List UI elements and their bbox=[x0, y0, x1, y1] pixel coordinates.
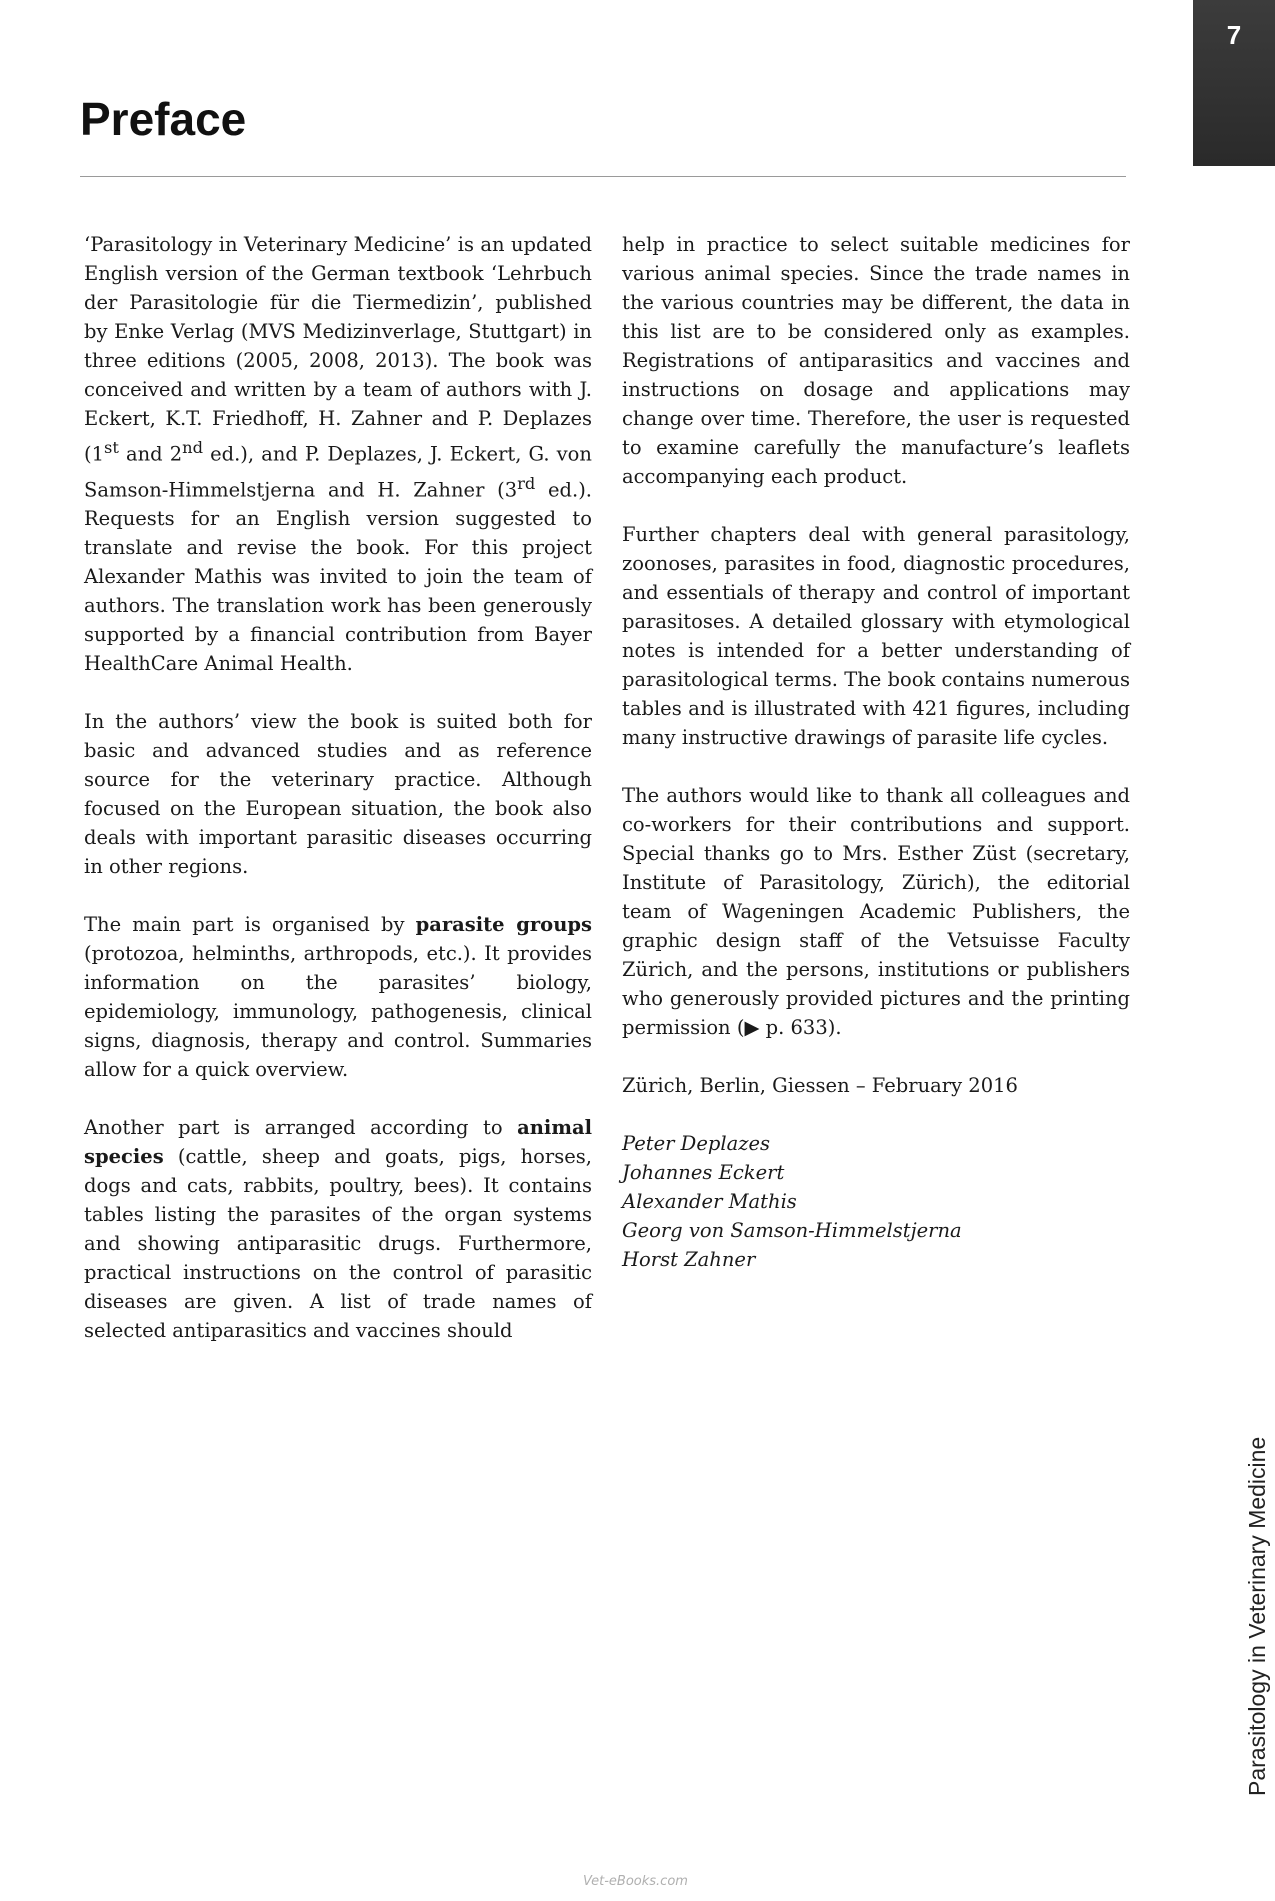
signatory: Johannes Eckert bbox=[622, 1161, 785, 1184]
side-running-title: Parasitology in Veterinary Medicine bbox=[1244, 1436, 1270, 1796]
right-column bbox=[622, 230, 1130, 1274]
signatory: Georg von Samson-Himmelstjerna bbox=[622, 1219, 962, 1242]
page-reference-arrow-icon: ▶ bbox=[744, 1016, 760, 1039]
watermark: Vet-eBooks.com bbox=[583, 1874, 688, 1889]
trade-names-paragraph: help in practice to select suitable medicines for various animal species. Since the trade names in the various countries may be different, the data in this list are to be considered only as examples. Registrations of antiparasitics and vaccines and instructions on dosage and applications may change over time. Therefore, the user is requested to examine carefully the manufacture’s leaflets accompanying each product. bbox=[622, 233, 1130, 488]
signatory: Peter Deplazes bbox=[622, 1132, 771, 1155]
signatory: Alexander Mathis bbox=[622, 1190, 797, 1213]
page-title: Preface bbox=[80, 93, 247, 145]
dateline: Zürich, Berlin, Giessen – February 2016 bbox=[622, 1074, 1018, 1097]
parasite-groups-term: parasite groups bbox=[415, 913, 592, 936]
purpose-paragraph: In the authors’ view the book is suited both for basic and advanced studies and as reference source for the veterinary practice. Although focused on the European situation, the book also deals with important parasitic diseases occurring in other regions. bbox=[84, 710, 592, 878]
signatures bbox=[622, 1129, 1130, 1274]
parasite-groups-paragraph: The main part is organised by parasite groups (protozoa, helminths, arthropods, etc.). It provides information on the parasites’ biology, epidemiology, immunology, pathogenesis, clinical signs, diagnosis, therapy and control. Summaries allow for a quick overview. bbox=[84, 913, 592, 1081]
left-column bbox=[84, 230, 592, 1374]
page-number: 7 bbox=[1226, 20, 1242, 50]
animal-species-paragraph: Another part is arranged according to animal species (cattle, sheep and goats, pigs, horses, dogs and cats, rabbits, poultry, bees). It contains tables listing the parasites of the organ systems and showing antiparasitic drugs. Furthermore, practical instructions on the control of parasitic diseases are given. A list of trade names of selected antiparasitics and vaccines should bbox=[84, 1116, 592, 1342]
acknowledgements-paragraph: The authors would like to thank all colleagues and co-workers for their contributions and support. Special thanks go to Mrs. Esther Züst (secretary, Institute of Parasitology, Zürich), the editorial team of Wageningen Academic Publishers, the graphic design staff of the Vetsuisse Faculty Zürich, and the persons, institutions or publishers who generously provided pictures and the printing permission (▶ p. 633). bbox=[622, 784, 1130, 1039]
animal-species-term: animal species bbox=[84, 1116, 592, 1168]
intro-paragraph: ‘Parasitology in Veterinary Medicine’ is an updated English version of the German textbook ‘Lehrbuch der Parasitologie für die Tiermedizin’, published by Enke Verlag (MVS Medizinverlage, Stuttgart) in three editions (2005, 2008, 2013). The book was conceived and written by a team of authors with J. Eckert, K.T. Friedhoff, H. Zahner and P. Deplazes (1st and 2nd ed.), and P. Deplazes, J. Eckert, G. von Samson-Himmelstjerna and H. Zahner (3rd ed.). Requests for an English version suggested to translate and revise the book. For this project Alexander Mathis was invited to join the team of authors. The translation work has been generously supported by a financial contribution from Bayer HealthCare Animal Health. bbox=[84, 233, 592, 675]
chapters-paragraph: Further chapters deal with general parasitology, zoonoses, parasites in food, diagnostic procedures, and essentials of therapy and control of important parasitoses. A detailed glossary with etymological notes is intended for a better understanding of parasitological terms. The book contains numerous tables and is illustrated with 421 figures, including many instructive drawings of parasite life cycles. bbox=[622, 523, 1130, 749]
page-number-tab bbox=[1193, 0, 1275, 166]
title-divider bbox=[80, 176, 1126, 177]
signatory: Horst Zahner bbox=[622, 1248, 756, 1271]
